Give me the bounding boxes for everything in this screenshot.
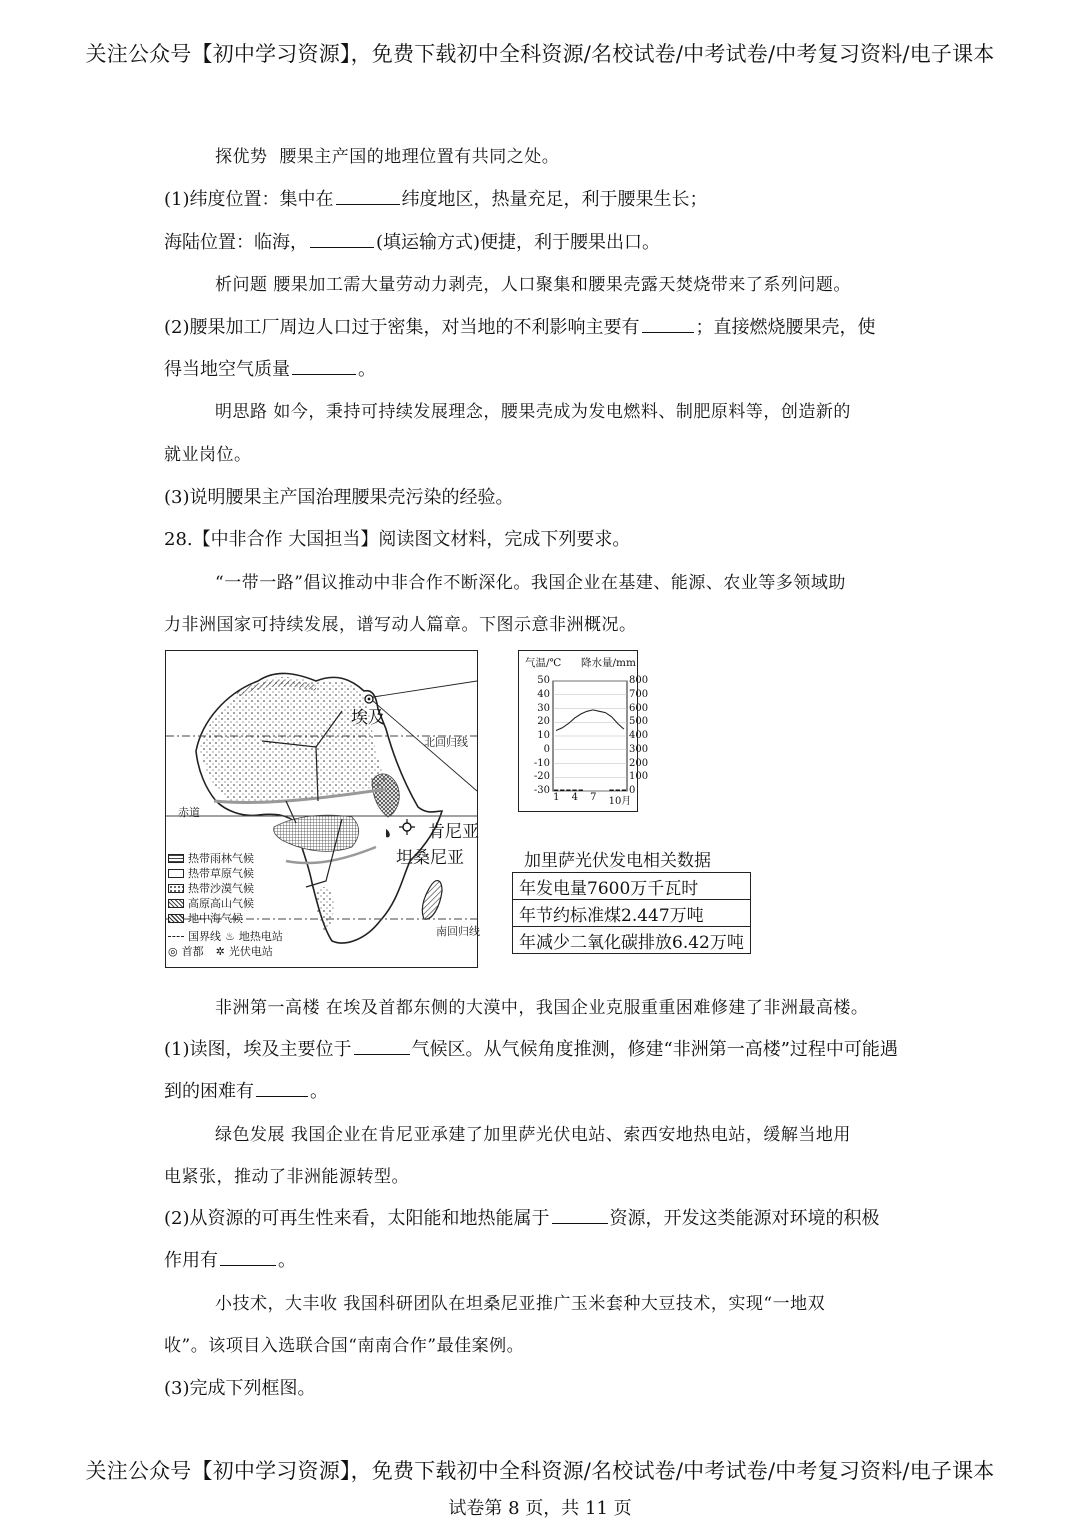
lead-text: 腰果加工需大量劳动力剥壳，人口聚集和腰果壳露天焚烧带来了系列问题。 <box>273 275 851 295</box>
month-tick-label: 1 <box>553 792 560 803</box>
question-28-heading: 28.【中非合作 大国担当】阅读图文材料，完成下列要求。 <box>164 529 631 550</box>
kenya-label: 肯尼亚 <box>428 822 479 842</box>
question-28-intro-line-1: “一带一路”倡议推动中非合作不断深化。我国企业在基建、能源、农业等多领域助 <box>215 573 846 593</box>
table-row <box>513 873 751 900</box>
table-row <box>513 927 751 954</box>
question-27-2-line-2 <box>164 355 376 381</box>
answer-blank[interactable] <box>292 360 356 375</box>
rainforest-swatch-icon <box>168 854 184 863</box>
temperature-axis-label: 气温/℃ <box>525 657 562 669</box>
legend-item-highland <box>168 896 298 911</box>
pv-data-title: 加里萨光伏发电相关数据 <box>524 851 711 871</box>
lead-text: 腰果主产国的地理位置有共同之处。 <box>279 147 560 167</box>
month-tick-label: 7 <box>590 792 597 803</box>
mediterranean-swatch-icon <box>168 914 184 923</box>
highland-swatch-icon <box>168 899 184 908</box>
question-text: 资源，开发这类能源对环境的积极 <box>609 1208 880 1229</box>
legend-item-mediterranean <box>168 911 298 926</box>
africa-climate-map <box>165 650 478 968</box>
question-text: 。 <box>358 359 376 380</box>
lead-paragraph-green-line-1 <box>215 1120 851 1145</box>
tropic-of-capricorn-label: 南回归线 <box>436 925 480 938</box>
legend-symbols-row-1 <box>168 929 298 944</box>
table-row <box>513 900 751 927</box>
precipitation-bar <box>572 790 576 792</box>
precipitation-axis-label: 降水量/mm <box>581 657 636 669</box>
temperature-tick-label: -30 <box>533 785 550 796</box>
temperature-tick-label: 50 <box>537 675 550 686</box>
lead-text: 我国企业在肯尼亚承建了加里萨光伏电站、索西安地热电站，缓解当地用 <box>290 1125 851 1145</box>
question-text: (2)从资源的可再生性来看，太阳能和地热能属于 <box>164 1208 550 1229</box>
temperature-tick-label: 20 <box>537 716 550 728</box>
temperature-line <box>556 710 624 731</box>
answer-blank[interactable] <box>220 1251 276 1266</box>
precipitation-bar <box>554 790 558 792</box>
precipitation-bar <box>622 790 626 792</box>
question-text: (填运输方式)便捷，利于腰果出口。 <box>376 232 661 253</box>
answer-blank[interactable] <box>552 1209 608 1224</box>
lead-paragraph-idea-line-2: 就业岗位。 <box>164 445 252 465</box>
climate-chart <box>518 650 649 812</box>
temperature-tick-label: 0 <box>543 743 550 755</box>
precipitation-tick-label: 400 <box>629 730 649 741</box>
precipitation-tick-label: 100 <box>629 771 649 783</box>
legend-item-desert <box>168 881 298 896</box>
precipitation-bar <box>560 790 564 792</box>
legend-label: 热带草原气候 <box>188 867 254 880</box>
question-text: 气候区。从气候角度推测，修建“非洲第一高楼”过程中可能遇 <box>411 1039 898 1060</box>
precipitation-bar <box>609 790 613 792</box>
legend-label: 热带沙漠气候 <box>188 882 254 895</box>
question-text: ；直接燃烧腰果壳，使 <box>695 317 876 338</box>
lead-text: 如今，秉持可持续发展理念，腰果壳成为发电燃料、制肥原料等，创造新的 <box>273 402 851 422</box>
tropic-of-cancer-label: 北回归线 <box>424 736 468 749</box>
legend-label: 高原高山气候 <box>188 897 254 910</box>
table-cell: 年发电量7600万千瓦时 <box>513 873 751 900</box>
desert-swatch-icon <box>168 884 184 893</box>
question-text: 作用有 <box>164 1250 218 1271</box>
map-legend <box>168 851 298 959</box>
lead-paragraph-small-tech-line-2: 收”。该项目入选联合国“南南合作”最佳案例。 <box>164 1336 525 1356</box>
question-28-intro-line-2: 力非洲国家可持续发展，谱写动人篇章。下图示意非洲概况。 <box>164 615 637 635</box>
answer-blank[interactable] <box>354 1040 410 1055</box>
precipitation-tick-label: 700 <box>629 688 649 700</box>
precipitation-tick-label: 500 <box>629 716 649 728</box>
precipitation-bar <box>579 790 583 792</box>
question-28-2-line-1 <box>164 1204 880 1230</box>
question-text: (2)腰果加工厂周边人口过于密集，对当地的不利影响主要有 <box>164 317 640 338</box>
lead-tag: 析问题 <box>215 275 268 295</box>
question-text: (1)纬度位置：集中在 <box>164 189 334 210</box>
precipitation-tick-label: 200 <box>629 757 649 769</box>
lead-paragraph-green-line-2: 电紧张，推动了非洲能源转型。 <box>164 1167 409 1187</box>
legend-item-savanna <box>168 866 298 881</box>
question-text: 海陆位置：临海， <box>164 232 308 253</box>
precipitation-bar <box>566 790 570 792</box>
solar-station-icon: ✲ <box>215 945 225 958</box>
legend-item-rainforest <box>168 851 298 866</box>
pv-data-table <box>512 872 751 954</box>
question-28-3: (3)完成下列框图。 <box>164 1378 316 1399</box>
precipitation-tick-label: 300 <box>629 743 649 755</box>
lead-paragraph-small-tech-line-1 <box>215 1289 825 1314</box>
question-text: 到的困难有 <box>164 1081 254 1102</box>
legend-label: 热带雨林气候 <box>188 852 254 865</box>
egypt-label: 埃及 <box>351 708 385 728</box>
answer-blank[interactable] <box>310 233 374 248</box>
temperature-tick-label: 40 <box>537 688 550 700</box>
temperature-tick-label: 10 <box>537 730 550 741</box>
lead-tag: 明思路 <box>215 402 268 422</box>
question-28-1-line-1 <box>164 1035 898 1061</box>
question-28-2-line-2 <box>164 1246 296 1272</box>
legend-symbols-row-2 <box>168 944 298 959</box>
answer-blank[interactable] <box>336 190 400 205</box>
table-cell: 年节约标准煤2.447万吨 <box>513 900 751 927</box>
question-text: 。 <box>278 1250 296 1271</box>
table-cell: 年减少二氧化碳排放6.42万吨 <box>513 927 751 954</box>
precipitation-tick-label: 600 <box>629 702 649 714</box>
question-text: (1)读图，埃及主要位于 <box>164 1039 352 1060</box>
lead-tag: 探优势 <box>215 147 268 167</box>
question-27-1-latitude <box>164 185 708 211</box>
month-tick-label: 10月 <box>608 796 632 807</box>
legend-label: 地中海气候 <box>188 912 243 925</box>
page-number: 试卷第 8 页，共 11 页 <box>448 1498 632 1519</box>
lead-text: 我国科研团队在坦桑尼亚推广玉米套种大豆技术，实现“一地双 <box>343 1294 826 1314</box>
lead-tag: 非洲第一高楼 <box>215 998 320 1018</box>
temperature-tick-label: -20 <box>533 771 550 783</box>
footer-banner: 关注公众号【初中学习资源】，免费下载初中全科资源/名校试卷/中考试卷/中考复习资料/电子课本 <box>85 1459 995 1483</box>
lead-paragraph-tallest-building <box>215 993 868 1018</box>
lead-paragraph-problem <box>215 270 851 295</box>
header-banner: 关注公众号【初中学习资源】，免费下载初中全科资源/名校试卷/中考试卷/中考复习资料/电子课本 <box>85 42 995 66</box>
question-text: 得当地空气质量 <box>164 359 290 380</box>
question-27-1-sea-land <box>164 228 660 254</box>
lead-tag: 小技术，大丰收 <box>215 1294 338 1314</box>
geothermal-station-icon: ♨ <box>225 930 235 943</box>
lead-paragraph-idea-line-1 <box>215 397 851 422</box>
question-27-3: (3)说明腰果主产国治理腰果壳污染的经验。 <box>164 487 514 508</box>
legend-label: 光伏电站 <box>228 945 273 958</box>
equator-label: 赤道 <box>178 806 200 819</box>
savanna-swatch-icon <box>168 869 184 878</box>
answer-blank[interactable] <box>256 1082 308 1097</box>
question-text: 。 <box>310 1081 328 1102</box>
capital-icon: ◎ <box>168 945 178 958</box>
precipitation-tick-label: 800 <box>629 675 649 686</box>
border-line-icon <box>168 936 184 937</box>
month-tick-label: 4 <box>571 792 578 803</box>
tanzania-label: 坦桑尼亚 <box>396 848 464 868</box>
question-27-2-line-1 <box>164 313 876 339</box>
lead-text: 在埃及首都东侧的大漠中，我国企业克服重重困难修建了非洲最高楼。 <box>325 998 869 1018</box>
question-text: 纬度地区，热量充足，利于腰果生长； <box>401 189 708 210</box>
legend-label: 首都 <box>181 945 204 958</box>
lead-paragraph-advantage <box>215 142 559 167</box>
temperature-tick-label: -10 <box>533 757 550 769</box>
precipitation-tick-label: 0 <box>629 785 636 796</box>
lead-tag: 绿色发展 <box>215 1125 285 1145</box>
temperature-tick-label: 30 <box>537 702 550 714</box>
question-28-1-line-2 <box>164 1077 328 1103</box>
legend-label: 地热电站 <box>238 930 283 943</box>
precipitation-bar <box>616 790 620 792</box>
answer-blank[interactable] <box>642 318 694 333</box>
legend-label: 国界线 <box>188 930 221 943</box>
